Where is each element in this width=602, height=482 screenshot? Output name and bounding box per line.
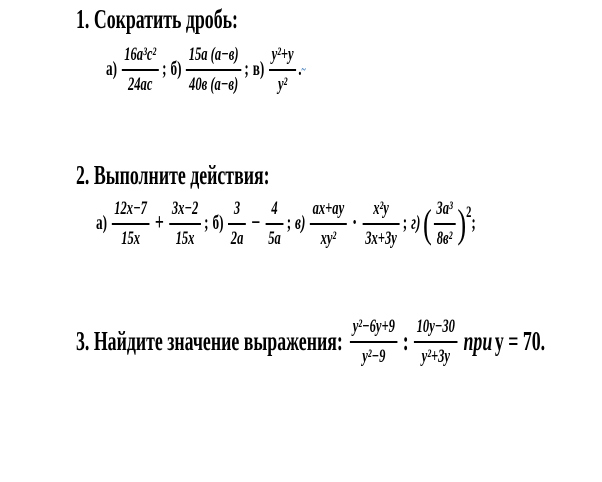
task1-a-separator: ;: [162, 58, 167, 81]
task3-f1-numerator: y²−6y+9: [352, 316, 395, 337]
task2-d-numerator: 3a³: [436, 198, 453, 219]
task2-c-f2-denominator: 3x+3y: [365, 227, 397, 249]
task1-a-denominator: 24ac: [128, 73, 153, 95]
task3-condition-word: при: [463, 326, 493, 357]
task3-condition-value: y = 70.: [494, 326, 546, 357]
task2-c-label: в): [295, 212, 306, 235]
task3-fraction1: [350, 316, 397, 368]
task2-b-f2-denominator: 5a: [268, 227, 281, 249]
task1-c-fraction: [269, 44, 296, 96]
task2-a-separator: ;: [204, 212, 209, 235]
task2-c-separator: ;: [402, 212, 408, 235]
task2-c-f1-denominator: xy²: [320, 227, 337, 249]
task1-a-numerator: 16a³c²: [124, 44, 157, 65]
task3-f2-numerator: 10y−30: [416, 316, 455, 337]
task2-b-f1-denominator: 2a: [230, 227, 244, 249]
task1-heading: 1. Сократить дробь:: [76, 4, 238, 34]
task2-heading: 2. Выполните действия:: [76, 160, 270, 190]
task2-a-fraction1: [112, 198, 150, 250]
task2-b-label: б): [212, 212, 224, 235]
task2-c-operator: ·: [352, 210, 358, 237]
open-paren: (: [423, 200, 432, 246]
task3-operator: :: [402, 326, 409, 357]
task3-fraction2: [414, 316, 458, 368]
task1-c-end: .: [298, 58, 302, 81]
task2-b-operator: −: [251, 210, 261, 237]
task1-b-separator: ;: [244, 58, 249, 81]
task2-d-label: г): [411, 212, 421, 235]
task2-b-f1-numerator: 3: [233, 198, 241, 219]
spellcheck-squiggle-icon: ~: [301, 62, 306, 77]
task1-b-label: б): [170, 58, 182, 81]
task1-a-label: а): [106, 58, 118, 81]
task3-f2-denominator: y²+3y: [421, 345, 450, 367]
task1-c-numerator: y²+y: [271, 44, 294, 65]
task1-expressions: [106, 44, 306, 96]
task2-b-separator: ;: [286, 212, 292, 235]
task2-c-f2-numerator: x²y: [373, 198, 389, 219]
task1-b-denominator: 40в (a−в): [189, 73, 239, 95]
task2-a-operator: +: [154, 210, 164, 237]
task2-d-power: 2: [466, 203, 472, 221]
task2-c-fraction1: [310, 198, 347, 250]
task2-c-fraction2: [363, 198, 400, 250]
task3-line: [76, 316, 545, 368]
task2-b-fraction1: [228, 198, 246, 250]
task1-a-fraction: [122, 44, 159, 96]
close-paren: ): [457, 200, 467, 246]
task2-expressions: [96, 198, 476, 250]
task3-f1-denominator: y²−9: [362, 345, 386, 367]
task1-b-numerator: 15a (a−в): [188, 44, 239, 65]
task2-c-f1-numerator: ax+ay: [312, 198, 345, 219]
task2-a-label: а): [96, 212, 108, 235]
task1-c-label: в): [252, 58, 265, 81]
task2-a-f1-denominator: 15x: [121, 227, 141, 249]
task2-a-f2-numerator: 3x−2: [171, 198, 199, 219]
task2-d-end: ;: [471, 212, 476, 235]
task2-a-f1-numerator: 12x−7: [114, 198, 147, 219]
task3-heading: 3. Найдите значение выражения:: [76, 326, 343, 357]
task2-a-fraction2: [169, 198, 201, 250]
task2-d-fraction: [434, 198, 456, 250]
task1-c-denominator: y²: [277, 73, 288, 95]
task2-b-fraction2: [266, 198, 284, 250]
task2-a-f2-denominator: 15x: [175, 227, 195, 249]
task1-b-fraction: [186, 44, 241, 96]
task2-b-f2-numerator: 4: [271, 198, 278, 219]
task2-d-denominator: 8в²: [436, 227, 453, 249]
